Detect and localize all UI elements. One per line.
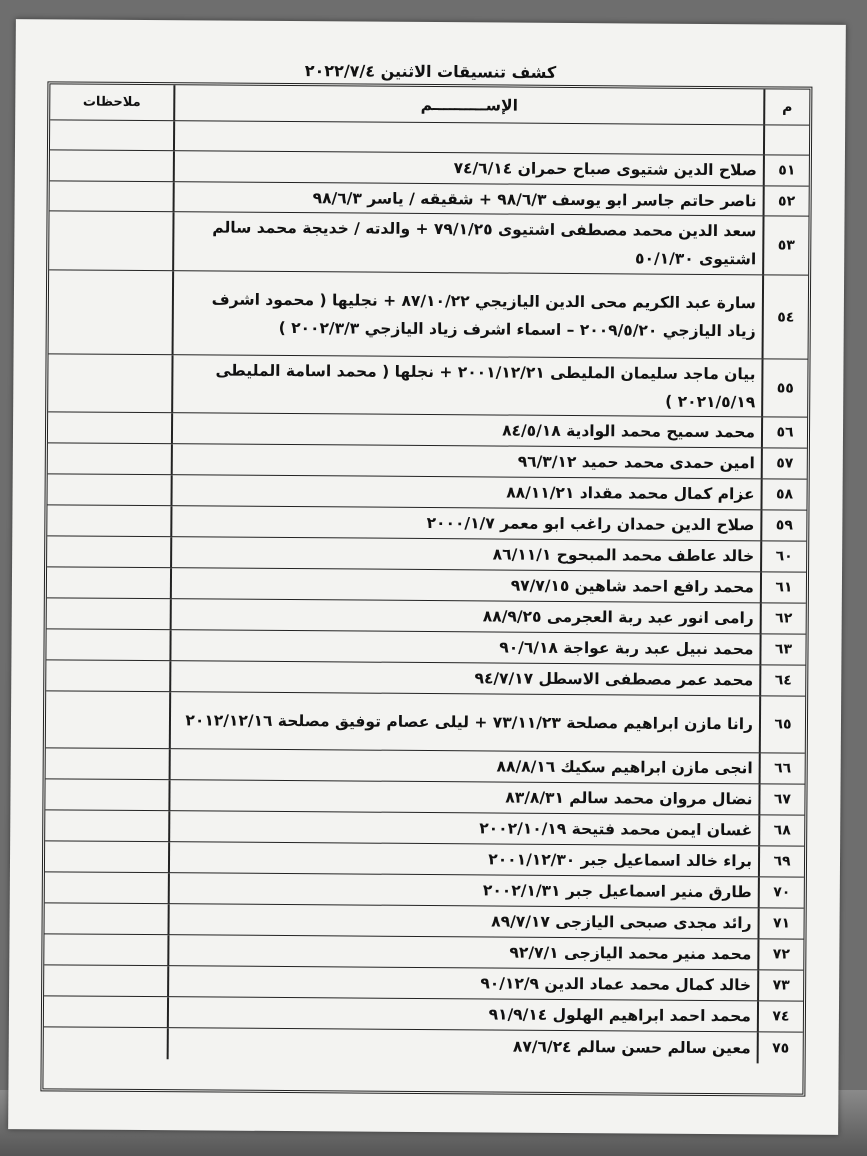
row-name: رانا مازن ابراهيم مصلحة ٧٣/١١/٢٣ + ليلى عصام توفيق مصلحة ٢٠١٢/١٢/١٦	[169, 692, 759, 752]
row-number: ٥٤	[762, 275, 809, 358]
row-name: انجى مازن ابراهيم سكيك ٨٨/٨/١٦	[169, 749, 759, 783]
row-name: محمد منير محمد اليازجى ٩٢/٧/١	[167, 935, 757, 969]
row-notes	[47, 536, 170, 567]
table-row	[48, 354, 807, 417]
row-name: رائد مجدى صبحى اليازجى ٨٩/٧/١٧	[167, 904, 757, 938]
row-number: ٥٨	[760, 479, 806, 509]
row-number: ٥٧	[761, 448, 807, 478]
row-number: ٦٥	[759, 696, 805, 752]
row-name: سعد الدين محمد مصطفى اشتيوى ٧٩/١/٢٥ + والدته / خديجة محمد سالم اشتيوى ٥٠/١/٣٠	[172, 212, 762, 274]
row-number: ٦٦	[759, 753, 805, 783]
document-page	[8, 19, 846, 1135]
row-name	[173, 121, 763, 154]
table-row	[44, 1027, 803, 1063]
row-notes	[46, 629, 169, 660]
table-row	[49, 211, 808, 275]
row-name: امين حمدى محمد حميد ٩٦/٣/١٢	[171, 444, 761, 478]
row-name: بيان ماجد سليمان المليطى ٢٠٠١/١٢/٢١ + نجلها ( محمد اسامة المليطى ٢٠٢١/٥/١٩ )	[171, 355, 761, 416]
row-notes	[45, 841, 168, 872]
row-notes	[47, 598, 170, 629]
row-notes	[45, 779, 168, 810]
row-number: ٦١	[760, 572, 806, 602]
row-number: ٥٥	[761, 359, 807, 416]
row-name: خالد كمال محمد عماد الدين ٩٠/١٢/٩	[167, 966, 757, 1000]
row-notes	[44, 996, 167, 1027]
row-number: ٦٩	[758, 846, 804, 876]
row-number	[763, 125, 809, 154]
row-number: ٥٩	[760, 510, 806, 540]
row-notes	[47, 474, 170, 505]
row-name: صلاح الدين شتيوى صباح حمران ٧٤/٦/١٤	[173, 151, 763, 185]
row-number: ٦٨	[758, 815, 804, 845]
row-name: رامى انور عبد ربة العجرمى ٨٨/٩/٢٥	[170, 599, 760, 633]
table-header	[50, 84, 809, 125]
row-notes	[50, 120, 173, 150]
row-notes	[46, 691, 169, 748]
row-notes	[45, 810, 168, 841]
names-table	[40, 81, 812, 1096]
row-name: طارق منير اسماعيل جبر ٢٠٠٢/١/٣١	[168, 873, 758, 907]
header-name: الإســــــــــم	[173, 85, 763, 124]
row-number: ٥٢	[763, 186, 809, 215]
row-name: محمد احمد ابراهيم الهلول ٩١/٩/١٤	[167, 997, 757, 1031]
row-number: ٥١	[763, 155, 809, 185]
row-name: براء خالد اسماعيل جبر ٢٠٠١/١٢/٣٠	[168, 842, 758, 876]
row-notes	[44, 965, 167, 996]
row-notes	[49, 270, 173, 354]
row-number: ٦٤	[759, 665, 805, 695]
row-notes	[47, 567, 170, 598]
row-notes	[45, 872, 168, 903]
row-notes	[46, 748, 169, 779]
header-number: م	[763, 89, 809, 124]
row-name: خالد عاطف محمد المبحوح ٨٦/١١/١	[170, 537, 760, 571]
row-notes	[48, 412, 171, 443]
row-name: محمد عمر مصطفى الاسطل ٩٤/٧/١٧	[169, 661, 759, 695]
row-number: ٧٢	[757, 939, 803, 969]
row-number: ٥٣	[762, 216, 808, 274]
row-notes	[49, 211, 172, 270]
table-row	[46, 691, 805, 753]
row-number: ٦٧	[758, 784, 804, 814]
row-number: ٦٢	[760, 603, 806, 633]
row-number: ٧١	[757, 908, 803, 938]
header-notes: ملاحظات	[82, 94, 141, 110]
row-number: ٦٠	[760, 541, 806, 571]
row-number: ٦٣	[759, 634, 805, 664]
row-name: سارة عبد الكريم محى الدين اليازيجي ٨٧/١٠/٢٢ + نجليها ( محمود اشرف زياد اليازجي ٢٠٠٩/٥/٢٠ – اسماء اشرف زياد اليازجي ٢٠٠٢/٣/٣ )	[172, 271, 763, 358]
row-notes	[50, 181, 173, 211]
row-number: ٥٦	[761, 417, 807, 447]
row-notes	[44, 934, 167, 965]
row-notes	[44, 1027, 167, 1059]
row-name: محمد رافع احمد شاهين ٩٧/٧/١٥	[170, 568, 760, 602]
row-name: ناصر حاتم جاسر ابو يوسف ٩٨/٦/٣ + شقيقه / ياسر ٩٨/٦/٣	[173, 182, 763, 215]
row-notes	[46, 660, 169, 691]
row-number: ٧٥	[757, 1032, 803, 1063]
row-name: غسان ايمن محمد فتيحة ٢٠٠٢/١٠/١٩	[168, 811, 758, 845]
row-name: محمد نبيل عبد ربة عواجة ٩٠/٦/١٨	[169, 630, 759, 664]
row-number: ٧٣	[757, 970, 803, 1000]
page-title: كشف تنسيقات الاثنين ٢٠٢٢/٧/٤	[304, 61, 557, 82]
row-name: عزام كمال محمد مقداد ٨٨/١١/٢١	[170, 475, 760, 509]
row-notes	[48, 443, 171, 474]
row-notes	[50, 150, 173, 181]
table-row	[49, 270, 809, 359]
row-name: معين سالم حسن سالم ٨٧/٦/٢٤	[167, 1028, 757, 1063]
row-name: نضال مروان محمد سالم ٨٣/٨/٣١	[168, 780, 758, 814]
row-number: ٧٠	[758, 877, 804, 907]
row-notes	[48, 354, 171, 412]
row-name: صلاح الدين حمدان راغب ابو معمر ٢٠٠٠/١/٧	[170, 506, 760, 540]
row-number: ٧٤	[757, 1001, 803, 1031]
row-name: محمد سميح محمد الوادية ٨٤/٥/١٨	[171, 413, 761, 447]
row-notes	[45, 903, 168, 934]
row-notes	[47, 505, 170, 536]
